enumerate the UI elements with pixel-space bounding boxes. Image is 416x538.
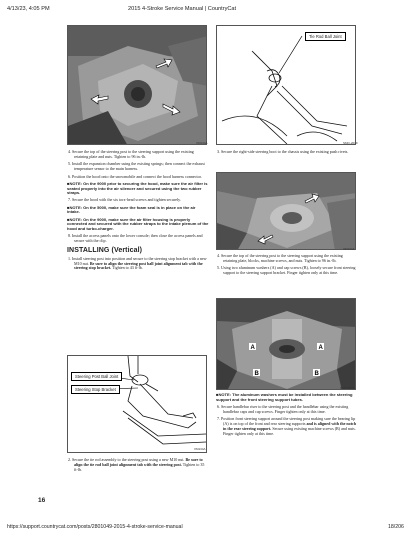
step-6: 6. Position the hood onto the snowmobile and connect the hood harness connector. xyxy=(68,173,202,179)
svg-text:B: B xyxy=(314,370,319,377)
right-step-5: 5. Using two aluminum washers (A) and cap screws (B), loosely secure front steering support to the steering support bracket. Finger tighten only at this time. xyxy=(217,265,356,276)
steering-post-drawing-image xyxy=(68,356,207,453)
figure-engine-photo xyxy=(67,25,207,145)
front-steering-support-photo-image xyxy=(217,299,356,390)
figure-steering-support-photo xyxy=(216,172,356,250)
engine-photo-image xyxy=(68,26,207,145)
left-column-text xyxy=(67,150,209,274)
section-heading: INSTALLING (Vertical) xyxy=(67,246,143,254)
right-step-7: 7. Position front steering support around the steering post making sure the bearing lip (A) is on top of the front and rear steering supports and is aligned with the notch in the rear steering support. Secure using existing machine screws (B) and nuts. Finger tighten only at this time. xyxy=(217,416,357,436)
install-step-2-warning: Be sure to align the tie rod ball joint alignment tab with the steering post. xyxy=(74,457,203,467)
tie-rod-ball-joint-callout: Tie Rod Ball Joint xyxy=(305,32,346,41)
right-column-text xyxy=(216,150,358,157)
svg-text:B: B xyxy=(254,370,259,377)
print-page-indicator: 18/206 xyxy=(388,524,404,530)
note-aluminum-washers: ■NOTE: The aluminum washers must be installed between the steering support and the front steering support tubes. xyxy=(216,392,353,402)
steering-post-ball-joint-callout: Steering Post Ball Joint xyxy=(71,372,122,381)
left-column-text-lower xyxy=(67,458,209,475)
figure-front-steering-support-photo xyxy=(216,298,356,390)
figure-caption: SMO-814A xyxy=(340,386,355,390)
steering-stop-bracket-callout: Steering Stop Bracket xyxy=(71,385,120,394)
right-step-4: 4. Secure the top of the steering post to the steering support using the existing retaining plate, blocks, machine screws, and nuts. Tighten to 96 in.-lb. xyxy=(217,253,343,263)
figure-steering-post-drawing xyxy=(67,355,207,453)
print-page-title: 2015 4-Stroke Service Manual | CountryCat xyxy=(128,6,237,12)
print-url: https://support.countrycat.com/posts/2801049-2015-4-stroke-service-manual xyxy=(7,524,183,530)
right-step-7-warning: and is aligned with the notch in the rear steering support. xyxy=(223,420,357,431)
figure-caption: SMO-2019 xyxy=(343,141,358,145)
steering-support-photo-image xyxy=(217,173,356,250)
note-foam-seal: ■NOTE: On the 5000, make sure the foam seal is in place on the air intake. xyxy=(67,204,196,215)
step-5: 5. Install the expansion chamber using the existing springs; then connect the exhaust temperature sensor to the main harness. xyxy=(68,161,205,172)
step-8: 8. Install the access panels onto the lower console; then close the access panels and secure with the clip. xyxy=(68,232,203,243)
install-step-1: 1. Install steering post into position and secure to the steering stop bracket with a new M10 nut. Be sure to align the steering post ball joint alignment tab with the steering stop bracket. Tighten to 43 ft-lb. xyxy=(68,255,207,271)
step-7: 7. Secure the hood with the six torx-head screws and tighten securely. xyxy=(68,197,181,203)
figure-caption: XM134A xyxy=(196,141,208,145)
figure-caption: XM134A xyxy=(343,247,355,251)
right-step-6: 6. Secure handlebar riser to the steering post and the handlebar using the existing handlebar caps and cap screws. Finger tighten only at this time. xyxy=(217,403,349,414)
right-column-text-lower xyxy=(216,393,358,439)
right-column-text-mid xyxy=(216,254,358,279)
figure-tie-rod-drawing xyxy=(216,25,356,145)
figure-caption: XM134A xyxy=(194,447,206,451)
note-filter-housing: ■NOTE: On the 9000, make sure the air filter housing is properly connected and secured with the rubber straps to the intake plenum of the hood and turbo-charger. xyxy=(67,216,209,231)
install-step-2: 2. Secure the tie rod assembly to the steering post using a new M10 nut. Be sure to align the tie rod ball joint alignment tab with the steering post. Tighten to 35 ft-lb. xyxy=(68,457,205,472)
print-datetime: 4/13/23, 4:05 PM xyxy=(7,6,50,12)
svg-text:A: A xyxy=(318,344,323,351)
page-number: 16 xyxy=(38,497,46,504)
step-4: 4. Secure the top of the steering post to the steering support using the existing retaining plate and nuts. Tighten to 96 in.-lb. xyxy=(68,149,194,159)
svg-text:A: A xyxy=(250,344,255,351)
note-air-filter: ■NOTE: On the 9000 prior to securing the hood, make sure the air filter is seated properly into the air silencer and secured using the two rubber straps. xyxy=(67,181,208,196)
step-3: 3. Secure the right-side steering boot to the chassis using the existing push rivets. xyxy=(217,149,349,154)
tie-rod-drawing-image xyxy=(217,26,356,145)
install-step-1-warning: Be sure to align the steering post ball joint alignment tab with the steering stop bracket. xyxy=(74,260,203,271)
